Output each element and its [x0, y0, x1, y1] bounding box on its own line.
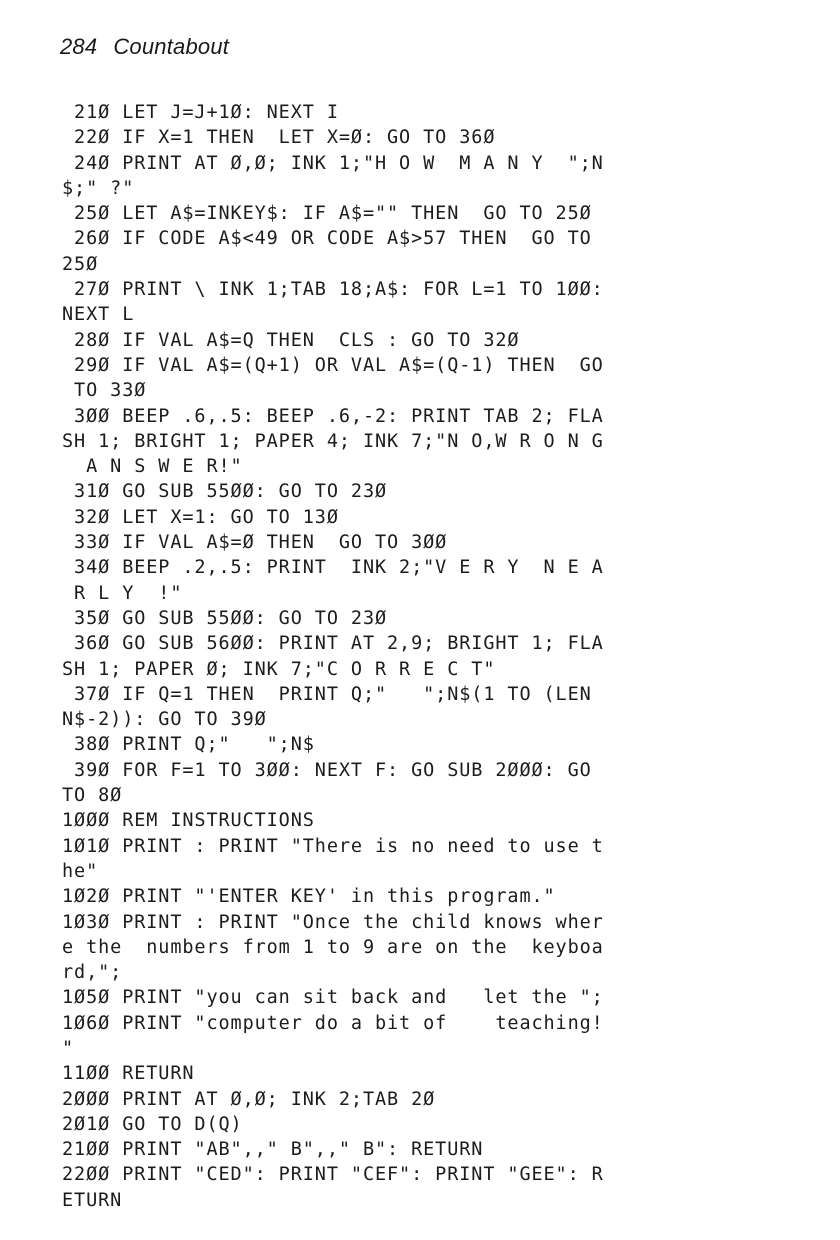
code-line: 22Ø IF X=1 THEN LET X=Ø: GO TO 36Ø: [62, 127, 496, 149]
code-line: 1Ø5Ø PRINT "you can sit back and let the ";: [62, 987, 604, 1009]
code-line: SH 1; PAPER Ø; INK 7;"C O R R E C T": [62, 658, 496, 680]
code-line: R L Y !": [62, 582, 183, 604]
code-line: 22ØØ PRINT "CED": PRINT "CEF": PRINT "GEE": R: [62, 1164, 604, 1186]
page-title: Countabout: [113, 34, 230, 59]
page-header: [60, 34, 229, 60]
code-line: 25Ø: [62, 253, 99, 275]
code-line: 25Ø LET A$=INKEY$: IF A$="" THEN GO TO 25Ø: [62, 203, 592, 225]
code-line: NEXT L: [62, 304, 135, 326]
code-line: rd,";: [62, 962, 123, 984]
code-line: SH 1; BRIGHT 1; PAPER 4; INK 7;"N O,W R O N G: [62, 430, 604, 452]
basic-program-listing: [62, 100, 802, 1213]
page-number: 284: [60, 34, 98, 59]
code-line: 33Ø IF VAL A$=Ø THEN GO TO 3ØØ: [62, 532, 448, 554]
code-line: 35Ø GO SUB 55ØØ: GO TO 23Ø: [62, 607, 388, 629]
code-line: 38Ø PRINT Q;" ";N$: [62, 734, 315, 756]
code-line: 37Ø IF Q=1 THEN PRINT Q;" ";N$(1 TO (LEN: [62, 683, 592, 705]
code-line: 29Ø IF VAL A$=(Q+1) OR VAL A$=(Q-1) THEN GO: [62, 354, 604, 376]
code-line: 36Ø GO SUB 56ØØ: PRINT AT 2,9; BRIGHT 1; FLA: [62, 633, 604, 655]
code-line: 28Ø IF VAL A$=Q THEN CLS : GO TO 32Ø: [62, 329, 520, 351]
code-line: A N S W E R!": [62, 456, 243, 478]
code-line: 34Ø BEEP .2,.5: PRINT INK 2;"V E R Y N E A: [62, 557, 604, 579]
code-line: 1ØØØ REM INSTRUCTIONS: [62, 810, 315, 832]
code-line: 11ØØ RETURN: [62, 1063, 195, 1085]
code-line: ": [62, 1037, 75, 1059]
code-line: 1Ø1Ø PRINT : PRINT "There is no need to use t: [62, 835, 604, 857]
code-line: 39Ø FOR F=1 TO 3ØØ: NEXT F: GO SUB 2ØØØ: GO: [62, 759, 592, 781]
code-line: 3ØØ BEEP .6,.5: BEEP .6,-2: PRINT TAB 2; FLA: [62, 405, 604, 427]
code-line: TO 8Ø: [62, 785, 123, 807]
code-line: $;" ?": [62, 177, 135, 199]
code-line: 31Ø GO SUB 55ØØ: GO TO 23Ø: [62, 481, 388, 503]
code-line: 27Ø PRINT \ INK 1;TAB 18;A$: FOR L=1 TO 1ØØ:: [62, 279, 604, 301]
code-line: 2ØØØ PRINT AT Ø,Ø; INK 2;TAB 2Ø: [62, 1088, 436, 1110]
code-line: he": [62, 860, 99, 882]
code-line: 21Ø LET J=J+1Ø: NEXT I: [62, 102, 339, 123]
code-line: 1Ø2Ø PRINT "'ENTER KEY' in this program.": [62, 886, 556, 908]
code-line: 32Ø LET X=1: GO TO 13Ø: [62, 506, 339, 528]
code-line: N$-2)): GO TO 39Ø: [62, 709, 267, 731]
code-line: 26Ø IF CODE A$<49 OR CODE A$>57 THEN GO TO: [62, 228, 592, 250]
code-line: e the numbers from 1 to 9 are on the keyboa: [62, 936, 604, 958]
code-line: ETURN: [62, 1189, 123, 1211]
code-line: 2Ø1Ø GO TO D(Q): [62, 1113, 243, 1135]
code-line: 21ØØ PRINT "AB",," B",," B": RETURN: [62, 1139, 484, 1161]
code-line: 1Ø6Ø PRINT "computer do a bit of teaching!: [62, 1012, 604, 1034]
code-line: 24Ø PRINT AT Ø,Ø; INK 1;"H O W M A N Y ";N: [62, 152, 604, 174]
code-line: 1Ø3Ø PRINT : PRINT "Once the child knows wher: [62, 911, 604, 933]
code-line: TO 33Ø: [62, 380, 147, 402]
